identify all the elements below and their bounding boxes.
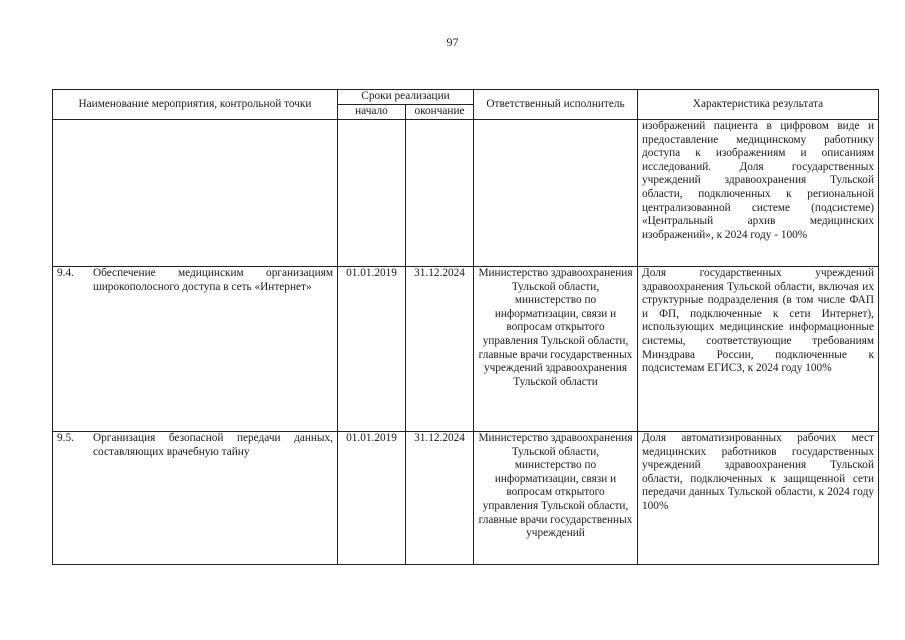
table-row	[53, 267, 879, 432]
result-cell: изображений пациента в цифровом виде и предоставление медицинскому работнику доступа к изображениям и описаниям исследований. Доля государственных учреждений здравоохранения Тульской области, подключенных к региональной централизованной системе (подсистеме) «Центральный архив медицинских изображений», к 2024 году - 100%	[638, 120, 879, 267]
result-cell: Доля автоматизированных рабочих мест медицинских работников государственных учреждений здравоохранения Тульской области, подключенных к защищенной сети передачи данных Тульской области, к 2024 году 100%	[638, 432, 879, 565]
table-header-row	[53, 90, 879, 105]
header-responsible: Ответственный исполнитель	[474, 90, 638, 120]
row-number: 9.5.	[57, 432, 74, 444]
row-number: 9.4.	[57, 267, 74, 279]
measures-table	[52, 89, 879, 565]
end-date: 31.12.2024	[406, 432, 474, 565]
header-start: начало	[338, 105, 406, 120]
row-name: Обеспечение медицинским организациям широкополосного доступа в сеть «Интернет»	[93, 267, 333, 293]
row-name: Организация безопасной передачи данных, составляющих врачебную тайну	[93, 432, 333, 458]
header-name: Наименование мероприятия, контрольной точки	[53, 90, 338, 120]
start-date	[338, 120, 406, 267]
header-end: окончание	[406, 105, 474, 120]
result-cell: Доля государственных учреждений здравоохранения Тульской области, включая их структурные подразделения (в том числе ФАП и ФП, подключенные к сети Интернет), использующих медицинские информационные системы, соответствующие требованиям Минздрава России, подключенные к подсистемам ЕГИСЗ, к 2024 году 100%	[638, 267, 879, 432]
name-cell	[53, 267, 338, 432]
start-date: 01.01.2019	[338, 267, 406, 432]
table-row	[53, 432, 879, 565]
responsible-cell	[474, 120, 638, 267]
start-date: 01.01.2019	[338, 432, 406, 565]
page-number: 97	[446, 35, 459, 49]
responsible-cell: Министерство здравоохранения Тульской области, министерство по информатизации, связи и вопросам открытого управления Тульской области, главные врачи государственных учреждений	[474, 432, 638, 565]
responsible-cell: Министерство здравоохранения Тульской области, министерство по информатизации, связи и вопросам открытого управления Тульской области, главные врачи государственных учреждений здравоохранения Тульской области	[474, 267, 638, 432]
table-row	[53, 120, 879, 267]
end-date: 31.12.2024	[406, 267, 474, 432]
name-cell	[53, 432, 338, 565]
name-cell	[53, 120, 338, 267]
end-date	[406, 120, 474, 267]
header-result: Характеристика результата	[638, 90, 879, 120]
header-terms: Сроки реализации	[338, 90, 474, 105]
